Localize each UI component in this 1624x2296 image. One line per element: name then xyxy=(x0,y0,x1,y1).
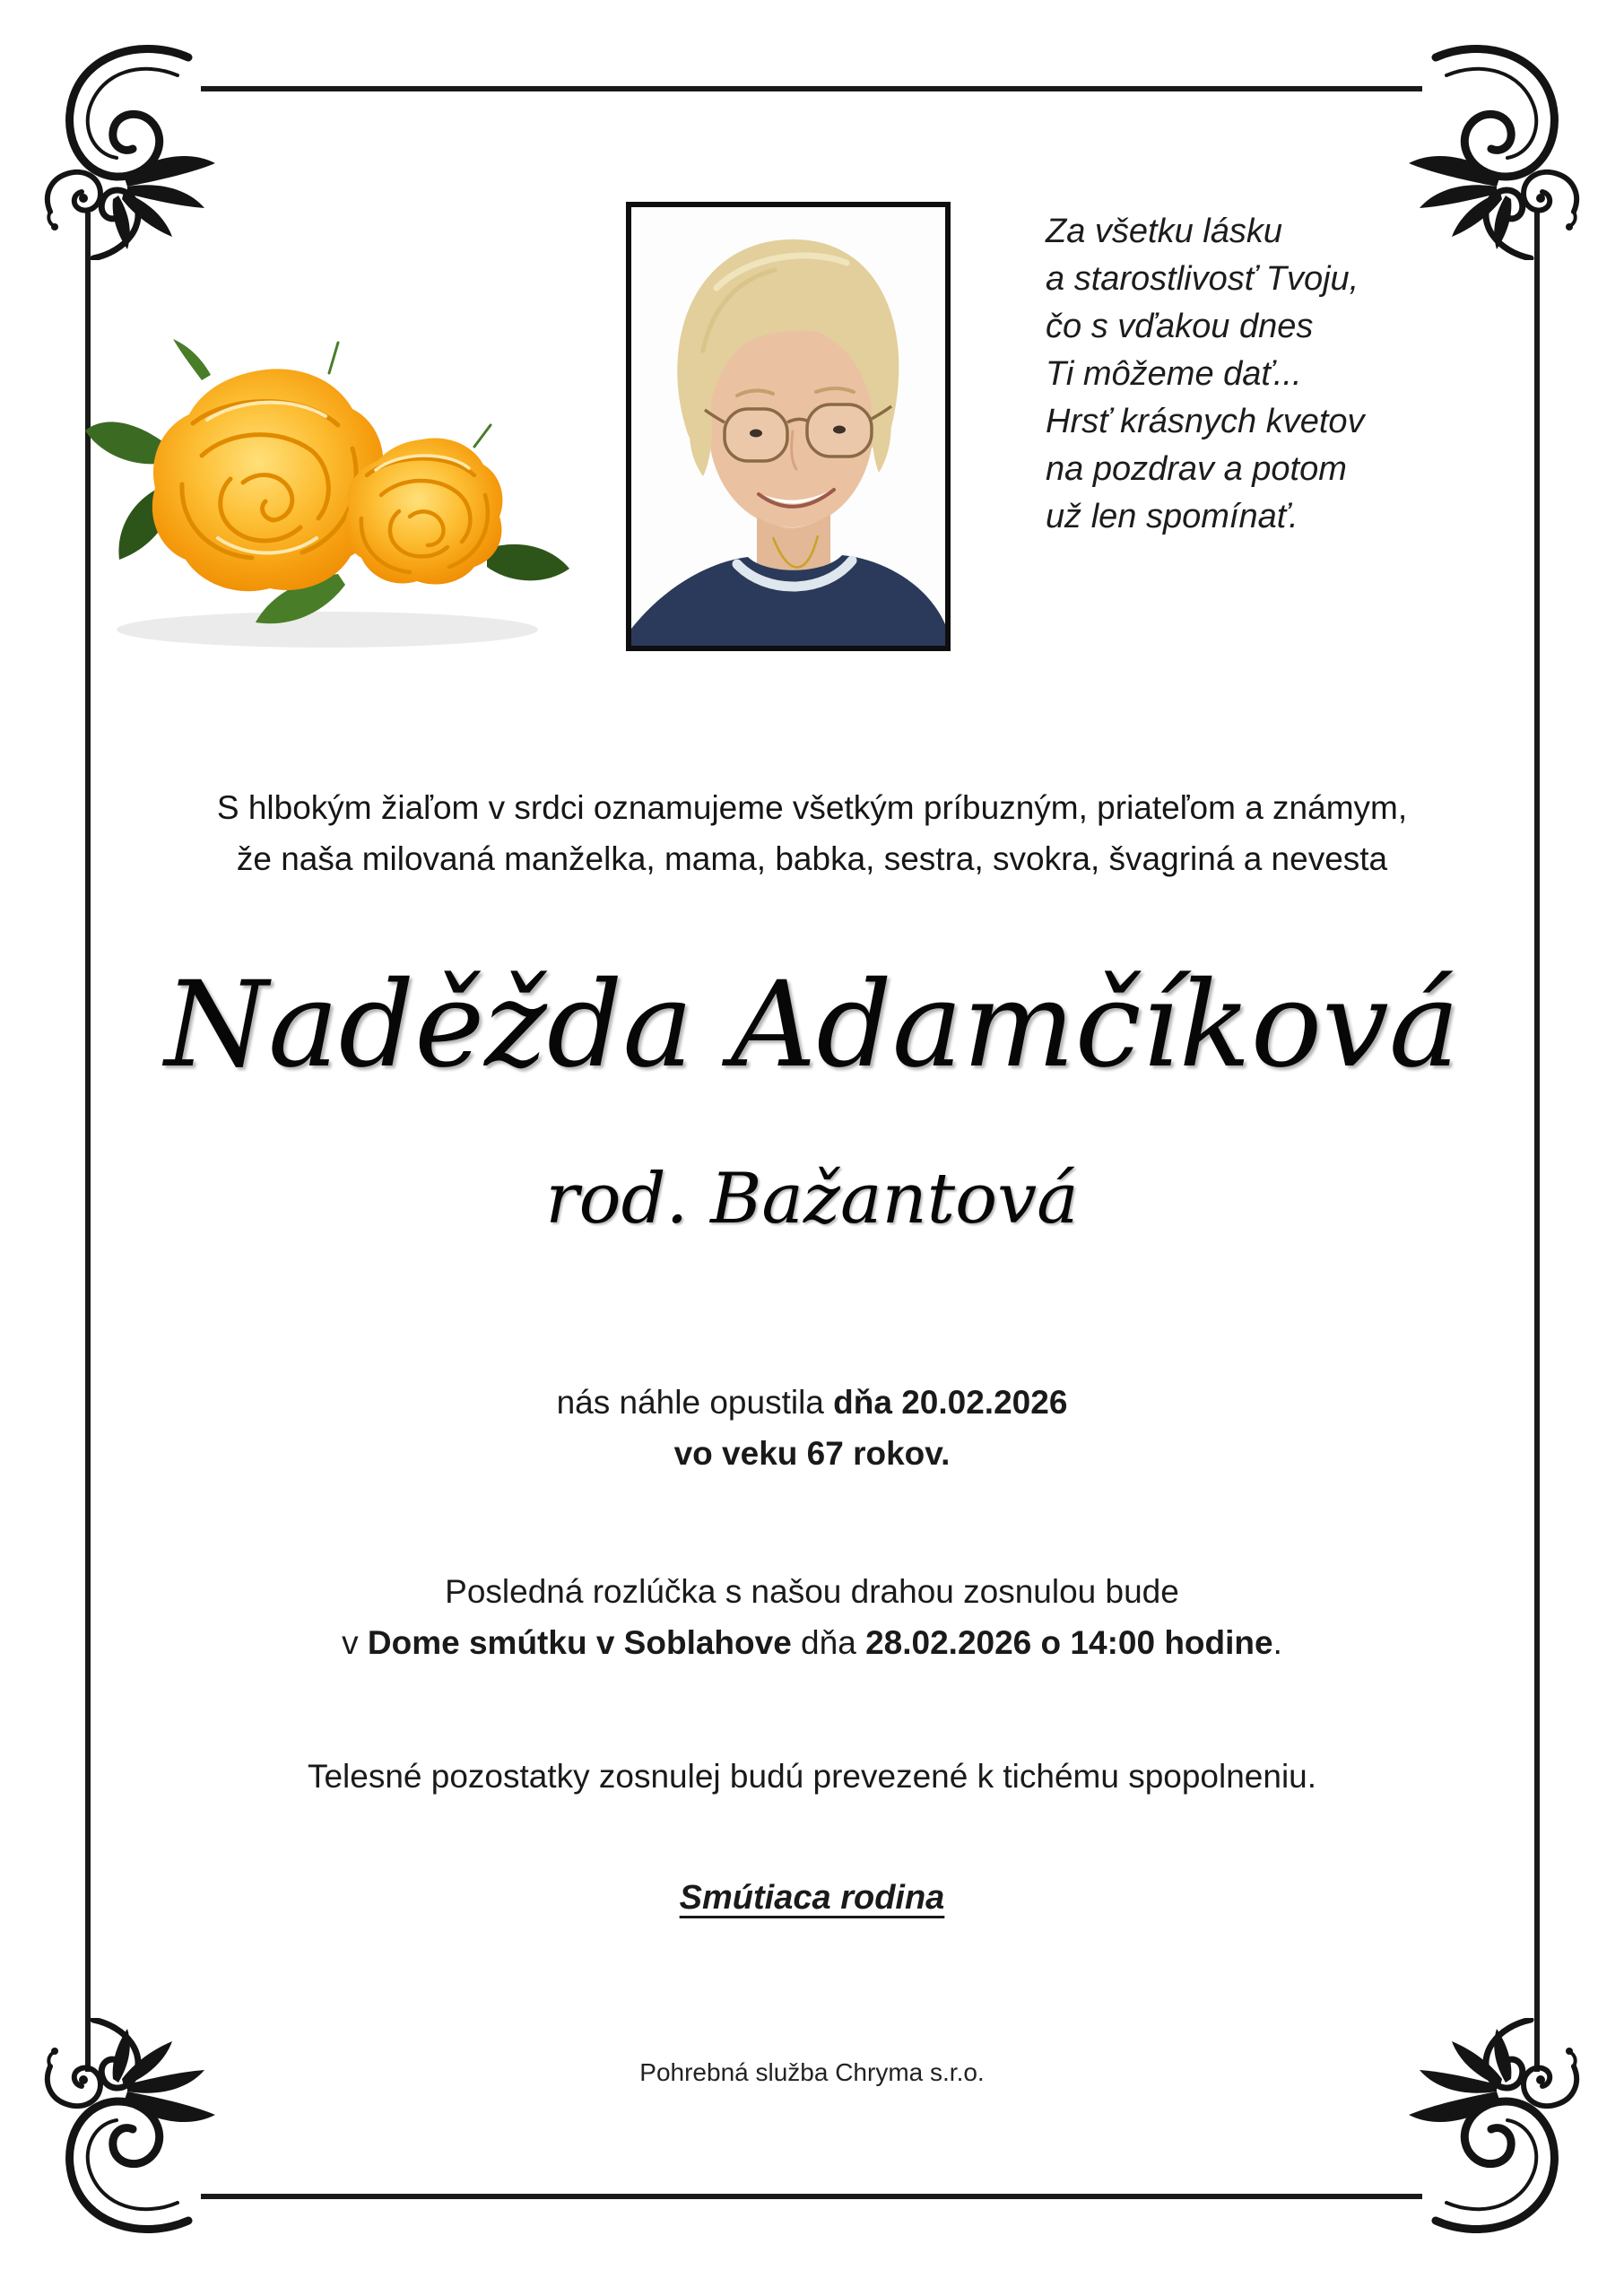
announcement-line-1: S hlbokým žiaľom v srdci oznamujeme všetkým príbuzným, priateľom a známym, xyxy=(216,789,1408,826)
poem-line: Hrsť krásnych kvetov xyxy=(1046,403,1365,440)
portrait-photo xyxy=(626,202,951,651)
announcement-line-2: že naša milovaná manželka, mama, babka, sestra, svokra, švagriná a nevesta xyxy=(236,840,1388,877)
death-date: dňa 20.02.2026 xyxy=(833,1384,1068,1421)
funeral-service-name: Pohrebná služba Chryma s.r.o. xyxy=(639,2058,985,2086)
farewell-line-1: Posledná rozlúčka s našou drahou zosnulou bude xyxy=(445,1573,1179,1610)
death-prefix: nás náhle opustila xyxy=(556,1384,834,1421)
poem-line: a starostlivosť Tvoju, xyxy=(1046,260,1359,298)
memorial-poem xyxy=(1046,208,1467,541)
poem-line: Ti môžeme dať... xyxy=(1046,355,1302,393)
farewell-place: Dome smútku v Soblahove xyxy=(367,1624,792,1661)
cremation-note: Telesné pozostatky zosnulej budú prevezené k tichému spopolneniu. xyxy=(307,1758,1317,1795)
deceased-name: Naděžda Adamčíková xyxy=(164,956,1460,1094)
death-info xyxy=(0,1377,1624,1479)
farewell-prefix: v xyxy=(342,1624,368,1661)
farewell-middle: dňa xyxy=(791,1624,866,1661)
frame-border-top xyxy=(201,86,1422,91)
death-age-line: vo veku 67 rokov. xyxy=(673,1435,951,1472)
portrait-illustration xyxy=(631,207,945,646)
poem-line: už len spomínať. xyxy=(1046,498,1298,535)
poem-line: čo s vďakou dnes xyxy=(1046,308,1314,345)
frame-border-bottom xyxy=(201,2194,1422,2199)
corner-flourish-bottom-right-icon xyxy=(1406,2018,1581,2233)
death-date-line xyxy=(0,1377,1624,1428)
corner-flourish-bottom-left-icon xyxy=(43,2018,218,2233)
announcement xyxy=(0,782,1624,884)
farewell-info xyxy=(0,1566,1624,1668)
maiden-name: rod. Bažantová xyxy=(545,1159,1079,1239)
poem-line: na pozdrav a potom xyxy=(1046,450,1347,488)
yellow-roses-image xyxy=(76,334,592,661)
roses-illustration xyxy=(76,334,592,661)
farewell-line-2 xyxy=(0,1617,1624,1668)
farewell-datetime: 28.02.2026 o 14:00 hodine xyxy=(865,1624,1273,1661)
family-signature: Smútiaca rodina xyxy=(679,1879,945,1917)
corner-flourish-top-left-icon xyxy=(43,45,218,260)
poem-line: Za všetku lásku xyxy=(1046,213,1282,250)
farewell-suffix: . xyxy=(1272,1624,1282,1661)
